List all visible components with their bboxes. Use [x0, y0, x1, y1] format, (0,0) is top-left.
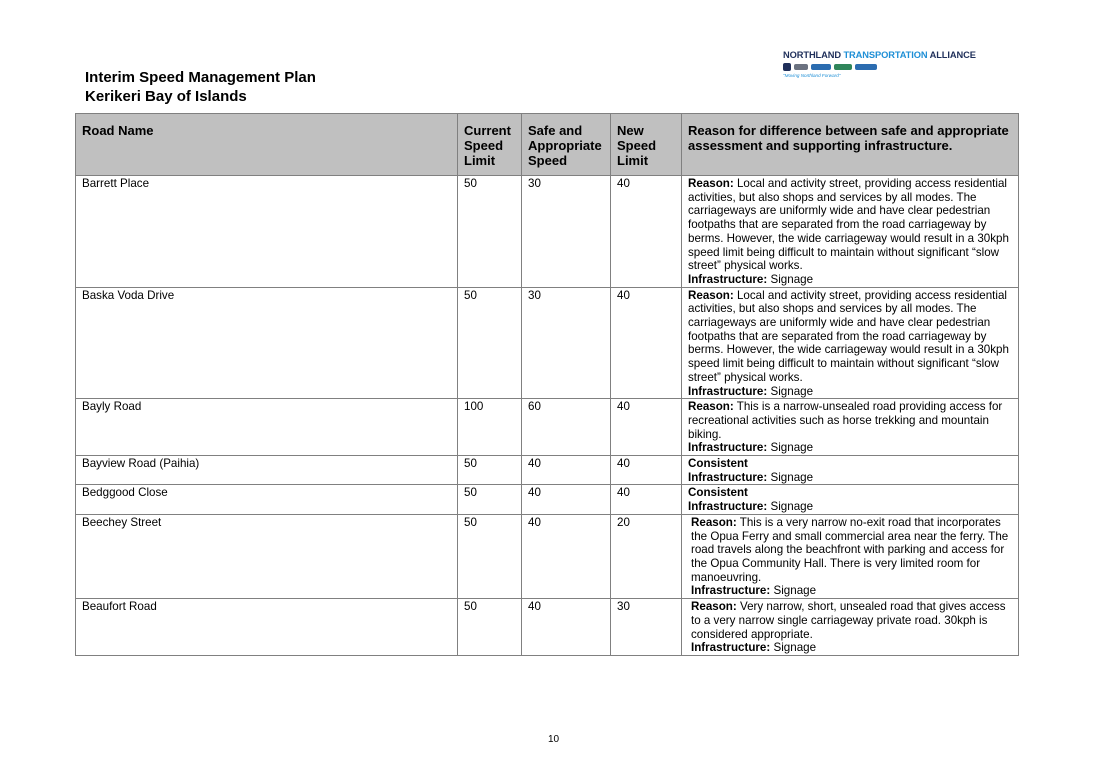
header-reason: Reason for difference between safe and appropriate assessment and supporting infrastructure. — [682, 114, 1019, 176]
table-row — [76, 287, 1019, 399]
table-row — [76, 399, 1019, 456]
current-speed-cell: 50 — [458, 599, 522, 656]
reason-text: This is a narrow-unsealed road providing access for recreational activities such as horse trekking and mountain biking. — [688, 400, 1003, 441]
logo-title-part-3: ALLIANCE — [927, 50, 976, 60]
header-current-speed: Current Speed Limit — [458, 114, 522, 176]
reason-cell — [682, 514, 1019, 598]
table-body — [76, 176, 1019, 656]
safe-speed-cell: 30 — [522, 287, 611, 399]
safe-speed-cell: 30 — [522, 176, 611, 288]
new-speed-cell: 40 — [611, 176, 682, 288]
infrastructure-label: Infrastructure: — [688, 384, 768, 398]
new-speed-cell: 30 — [611, 599, 682, 656]
header-new-speed: New Speed Limit — [611, 114, 682, 176]
infrastructure-label: Infrastructure: — [691, 584, 771, 598]
northland-council-icon — [834, 64, 852, 70]
reason-text-block — [688, 400, 1014, 441]
partner-logos — [783, 62, 949, 72]
table-row — [76, 599, 1019, 656]
table-row — [76, 176, 1019, 288]
new-speed-cell: 20 — [611, 514, 682, 598]
safe-speed-cell: 40 — [522, 514, 611, 598]
whangarei-council-icon — [811, 64, 831, 70]
document-title — [85, 68, 316, 106]
reason-cell — [682, 456, 1019, 485]
infrastructure-value: Signage — [770, 384, 814, 398]
new-speed-cell: 40 — [611, 485, 682, 514]
logo-title-part-2: TRANSPORTATION — [843, 50, 928, 60]
title-line-2: Kerikeri Bay of Islands — [85, 88, 247, 105]
reason-text: This is a very narrow no-exit road that incorporates the Opua Ferry and small commercial area near the ferry. The road travels along the beachfront with parking and access for the Opua Community Hall. There is very limited room for manoeuvring. — [691, 515, 1009, 584]
reason-label: Reason: — [691, 515, 737, 529]
reason-text: Local and activity street, providing access residential activities, but also shops and services by all modes. The carriageways are uniformly wide and have clear pedestrian footpaths that are separated from the road carriageway by berms. However, the wide carriageway would result in a 30kph speed limit being difficult to maintain without significant “slow street” physical works. — [688, 288, 1009, 384]
table-row — [76, 514, 1019, 598]
infrastructure-value: Signage — [773, 641, 817, 655]
road-name-cell: Beechey Street — [76, 514, 458, 598]
infrastructure-value: Signage — [770, 441, 814, 455]
new-speed-cell: 40 — [611, 287, 682, 399]
speed-limit-table — [75, 113, 1019, 656]
reason-text-block — [688, 289, 1014, 385]
new-speed-cell: 40 — [611, 456, 682, 485]
infrastructure-label: Infrastructure: — [688, 272, 768, 286]
infrastructure-value: Signage — [770, 500, 814, 514]
nz-transport-agency-icon — [855, 64, 877, 70]
current-speed-cell: 50 — [458, 176, 522, 288]
infrastructure-value: Signage — [770, 470, 814, 484]
infrastructure-value: Signage — [773, 584, 817, 598]
header-road-name: Road Name — [76, 114, 458, 176]
current-speed-cell: 50 — [458, 287, 522, 399]
infrastructure-label: Infrastructure: — [688, 441, 768, 455]
infrastructure-label: Infrastructure: — [688, 500, 768, 514]
road-name-cell: Beaufort Road — [76, 599, 458, 656]
road-name-cell: Bedggood Close — [76, 485, 458, 514]
infrastructure-label: Infrastructure: — [691, 641, 771, 655]
logo-title-part-1: NORTHLAND — [783, 50, 844, 60]
infrastructure-line — [688, 441, 1014, 455]
reason-cell — [682, 599, 1019, 656]
consistent-label: Consistent — [688, 457, 748, 471]
reason-label: Reason: — [688, 288, 734, 302]
safe-speed-cell: 40 — [522, 599, 611, 656]
current-speed-cell: 50 — [458, 456, 522, 485]
road-name-cell: Bayview Road (Paihia) — [76, 456, 458, 485]
table-row — [76, 485, 1019, 514]
reason-cell — [682, 399, 1019, 456]
far-north-council-icon — [783, 63, 791, 71]
reason-cell — [682, 287, 1019, 399]
infrastructure-line — [688, 273, 1014, 287]
consistent-label: Consistent — [688, 486, 748, 500]
infrastructure-line — [691, 584, 1014, 598]
infrastructure-line — [688, 471, 1014, 485]
reason-label: Reason: — [688, 177, 734, 190]
reason-cell — [682, 176, 1019, 288]
current-speed-cell: 50 — [458, 485, 522, 514]
road-name-cell: Barrett Place — [76, 176, 458, 288]
table-header-row — [76, 114, 1019, 176]
road-name-cell: Bayly Road — [76, 399, 458, 456]
title-line-1: Interim Speed Management Plan — [85, 69, 316, 86]
table-row — [76, 456, 1019, 485]
page-number: 10 — [547, 734, 560, 745]
road-name-cell: Baska Voda Drive — [76, 287, 458, 399]
infrastructure-label: Infrastructure: — [688, 470, 768, 484]
safe-speed-cell: 60 — [522, 399, 611, 456]
reason-text-block — [691, 600, 1014, 641]
reason-text-block — [691, 516, 1014, 585]
reason-text: Very narrow, short, unsealed road that gives access to a very narrow single carriageway private road. 30kph is considered appropriate. — [691, 600, 1006, 641]
reason-label: Reason: — [691, 600, 737, 614]
infrastructure-value: Signage — [770, 272, 814, 286]
infrastructure-line — [688, 385, 1014, 399]
logo-tagline: "Moving Northland Forward" — [783, 73, 841, 78]
header-safe-speed: Safe and Appropriate Speed — [522, 114, 611, 176]
reason-text: Local and activity street, providing access residential activities, but also shops and services by all modes. The carriageways are uniformly wide and have clear pedestrian footpaths that are separated from the road carriageway by berms. However, the wide carriageway would result in a 30kph speed limit being difficult to maintain without significant “slow street” physical works. — [688, 177, 1009, 273]
infrastructure-line — [688, 500, 1014, 514]
current-speed-cell: 50 — [458, 514, 522, 598]
reason-cell — [682, 485, 1019, 514]
reason-label: Reason: — [688, 400, 734, 414]
kaipara-council-icon — [794, 64, 808, 70]
new-speed-cell: 40 — [611, 399, 682, 456]
infrastructure-line — [691, 641, 1014, 655]
safe-speed-cell: 40 — [522, 456, 611, 485]
northland-transportation-alliance-logo — [783, 50, 976, 82]
logo-title — [783, 50, 976, 61]
safe-speed-cell: 40 — [522, 485, 611, 514]
reason-text-block — [688, 177, 1014, 273]
current-speed-cell: 100 — [458, 399, 522, 456]
